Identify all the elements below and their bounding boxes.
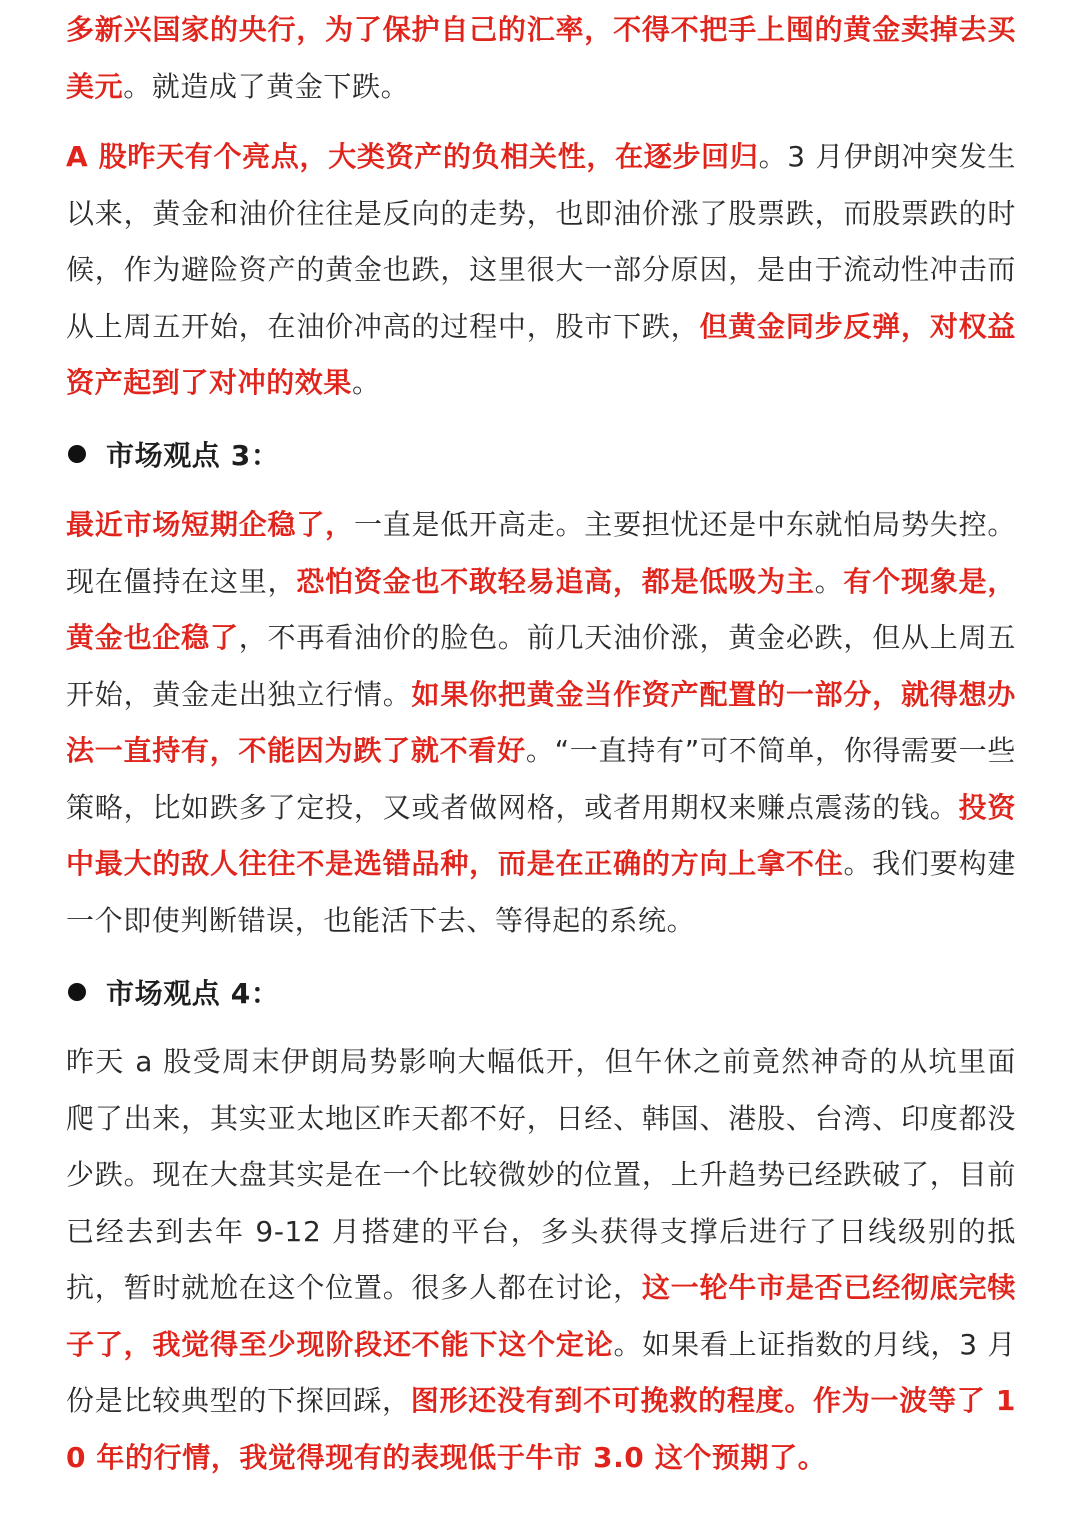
bullet-dot-icon [68, 445, 86, 463]
highlight-text: 有个现象是，黄金也企稳了 [66, 564, 1016, 654]
section-heading-market-view-4 [66, 970, 279, 1014]
highlight-text: A 股昨天有个亮点，大类资产的负相关性，在逐步回归 [66, 140, 759, 173]
body-text: 。就造成了黄金下跌。 [123, 69, 410, 103]
highlight-text: 图形还没有到不可挽救的程度。作为一波等了 10 年的行情，我觉得现有的表现低于牛市 3.0 这个预期了。 [66, 1384, 1017, 1474]
highlight-text: 恐怕资金也不敢轻易追高，都是低吸为主 [296, 564, 815, 598]
highlight-text: 如果你把黄金当作资产配置的一部分，就得想办法一直持有，不能因为跌了就不看好 [66, 677, 1017, 767]
body-text: 。“一直持有”可不简单，你得需要一些策略，比如跌多了定投，又或者做网格，或者用期权来赚点震荡的钱。 [66, 734, 1016, 824]
bullet-dot-icon [68, 983, 86, 1001]
body-text: ，不再看油价的脸色。前几天油价涨，黄金必跌，但从上周五开始，黄金走出独立行情。 [66, 621, 1016, 711]
section-heading-label: 市场观点 4： [106, 977, 280, 1010]
paragraph-negative-correlation [66, 129, 1016, 412]
highlight-text: 这一轮牛市是否已经彻底完犊子了，我觉得至少现阶段还不能下这个定论 [66, 1271, 1016, 1361]
body-text: 。3 月伊朗冲突发生以来，黄金和油价往往是反向的走势，也即油价涨了股票跌，而股票跌的时候，作为避险资产的黄金也跌，这里很大一部分原因，是由于流动性冲击而从上周五开始，在油价冲高的过程中，股市下跌， [66, 140, 1017, 343]
body-text: 。我们要构建一个即使判断错误，也能活下去、等得起的系统。 [66, 847, 1017, 937]
paragraph-market-view-4 [66, 1034, 1016, 1486]
body-text: 。如果看上证指数的月线，3 月份是比较典型的下探回踩， [66, 1327, 1016, 1417]
paragraph-gold-decline [66, 2, 1016, 115]
body-text: 一直是低开高走。主要担忧还是中东就怕局势失控。现在僵持在这里， [66, 508, 1016, 598]
section-heading-market-view-3 [66, 432, 279, 476]
section-heading-label: 市场观点 3： [106, 439, 280, 472]
body-text: 。 [352, 366, 381, 399]
body-text: 。 [814, 564, 844, 598]
body-text: 昨天 a 股受周末伊朗局势影响大幅低开，但午休之前竟然神奇的从坑里面爬了出来，其实亚太地区昨天都不好，日经、韩国、港股、台湾、印度都没少跌。现在大盘其实是在一个比较微妙的位置，上升趋势已经跌破了，目前已经去到去年 9-12 月搭建的平台，多头获得支撑后进行了日线级别的抵抗，暂时就尬在这个位置。很多人都在讨论， [66, 1045, 1016, 1304]
highlight-text: 但黄金同步反弹，对权益资产起到了对冲的效果 [66, 309, 1017, 399]
highlight-text: 投资中最大的敌人往往不是选错品种，而是在正确的方向上拿不住 [66, 790, 1017, 880]
paragraph-market-view-3 [66, 497, 1016, 949]
highlight-text: 多新兴国家的央行，为了保护自己的汇率，不得不把手上囤的黄金卖掉去买美元 [66, 13, 1016, 103]
highlight-text: 最近市场短期企稳了， [66, 508, 354, 541]
